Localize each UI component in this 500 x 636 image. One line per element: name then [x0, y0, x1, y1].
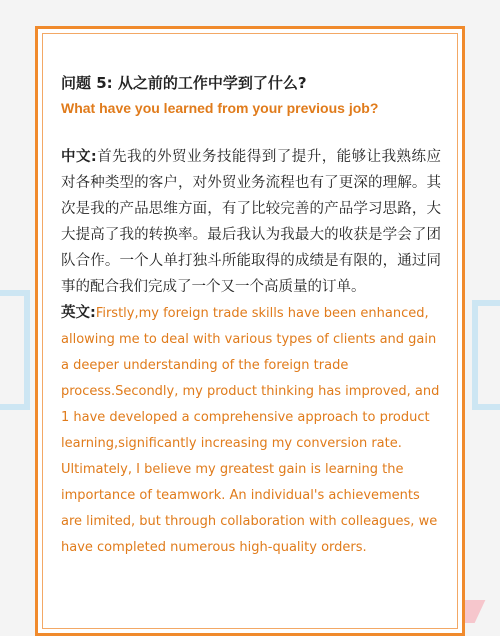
- chinese-answer: [61, 144, 441, 300]
- question-title-en: What have you learned from your previous job?: [61, 100, 379, 116]
- card-content: [61, 72, 441, 561]
- english-answer: [61, 300, 441, 561]
- english-text: Firstly,my foreign trade skills have been enhanced, allowing me to deal with various types of clients and gain a deeper understanding of the foreign trade process.Secondly, my product thinking has improved, and 1 have developed a comprehensive approach to product learning,significantly increasing my conversion rate. Ultimately, I believe my greatest gain is learning the importance of teamwork. An individual's achievements are limited, but through collaboration with colleagues, we have completed numerous high-quality orders.: [61, 306, 440, 555]
- english-label: 英文:: [61, 305, 96, 321]
- question-card: [35, 26, 465, 636]
- question-title: 问题 5: 从之前的工作中学到了什么?: [61, 74, 307, 92]
- bg-blue-frame-right: [472, 300, 500, 410]
- chinese-label: 中文:: [61, 149, 97, 165]
- bg-blue-frame: [0, 290, 30, 410]
- chinese-text: 首先我的外贸业务技能得到了提升，能够让我熟练应对各种类型的客户，对外贸业务流程也有了更深的理解。其次是我的产品思维方面，有了比较完善的产品学习思路，大大提高了我的转换率。最后我认为我最大的收获是学会了团队合作。一个人单打独斗所能取得的成绩是有限的，通过同事的配合我们完成了一个又一个高质量的订单。: [61, 149, 441, 295]
